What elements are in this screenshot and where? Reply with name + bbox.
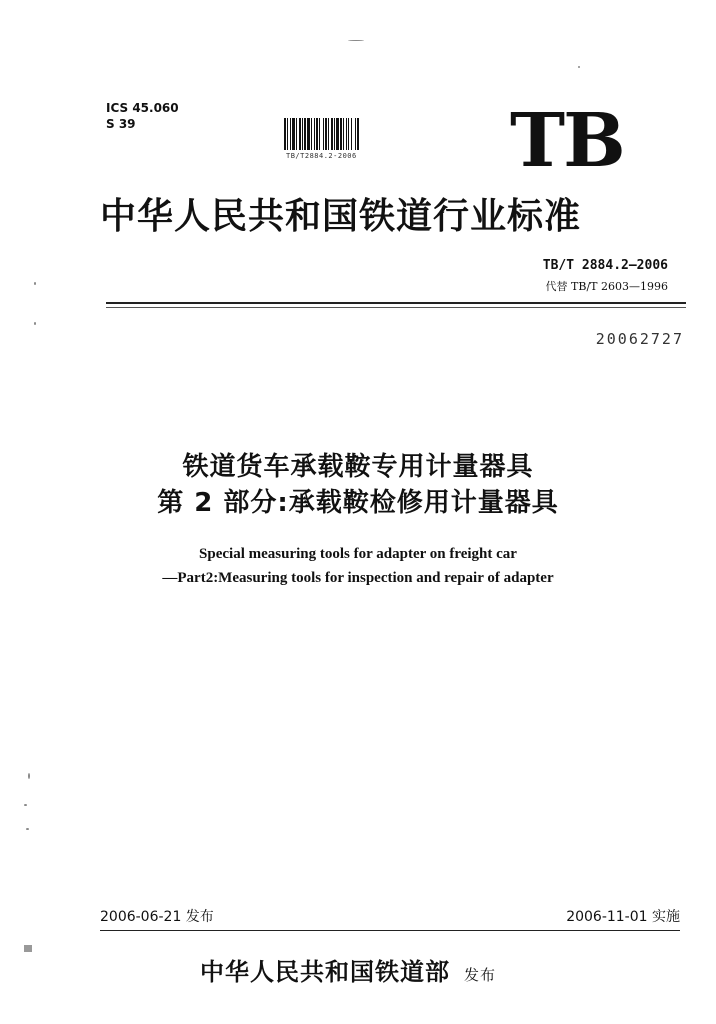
scan-speck: [34, 282, 36, 285]
footer-rule: [100, 930, 680, 931]
scan-speck: [24, 945, 32, 952]
publish-label: 发布: [464, 966, 497, 984]
header-rule-thick: [106, 302, 686, 304]
title-english-line2: —Part2:Measuring tools for inspection and repair of adapter: [162, 570, 554, 586]
dates-row: [100, 906, 680, 932]
issue-date: 2006-06-21 发布: [100, 909, 214, 925]
ics-code: ICS 45.060: [106, 101, 179, 115]
serial-number: 20062727: [595, 330, 684, 348]
publisher-name: 中华人民共和国铁道部: [200, 957, 450, 986]
scan-speck: [28, 773, 30, 779]
barcode-image: [284, 118, 396, 154]
tb-logo: TB: [510, 98, 624, 184]
effective-date: 2006-11-01 实施: [566, 909, 680, 925]
title-chinese-line1: 铁道货车承载鞍专用计量器具: [182, 452, 534, 482]
title-english-line1: Special measuring tools for adapter on freight car: [199, 546, 517, 562]
replaces-standard: 代替 TB/T 2603—1996: [545, 280, 668, 293]
category-code: S 39: [106, 117, 136, 131]
header-rule-thin: [106, 307, 686, 308]
scan-speck: [34, 322, 36, 325]
scan-speck: [348, 40, 364, 41]
barcode-caption: TB/T2884.2-2006: [286, 152, 357, 160]
scan-speck: [578, 66, 580, 68]
scan-speck: [24, 804, 27, 806]
publisher-line: [200, 952, 496, 987]
standard-category-heading: 中华人民共和国铁道行业标准: [100, 195, 582, 237]
title-chinese-line2: 第 2 部分:承载鞍检修用计量器具: [157, 488, 559, 518]
standard-number: TB/T 2884.2—2006: [542, 258, 668, 273]
classification-codes: [106, 100, 179, 132]
scan-speck: [26, 828, 29, 830]
